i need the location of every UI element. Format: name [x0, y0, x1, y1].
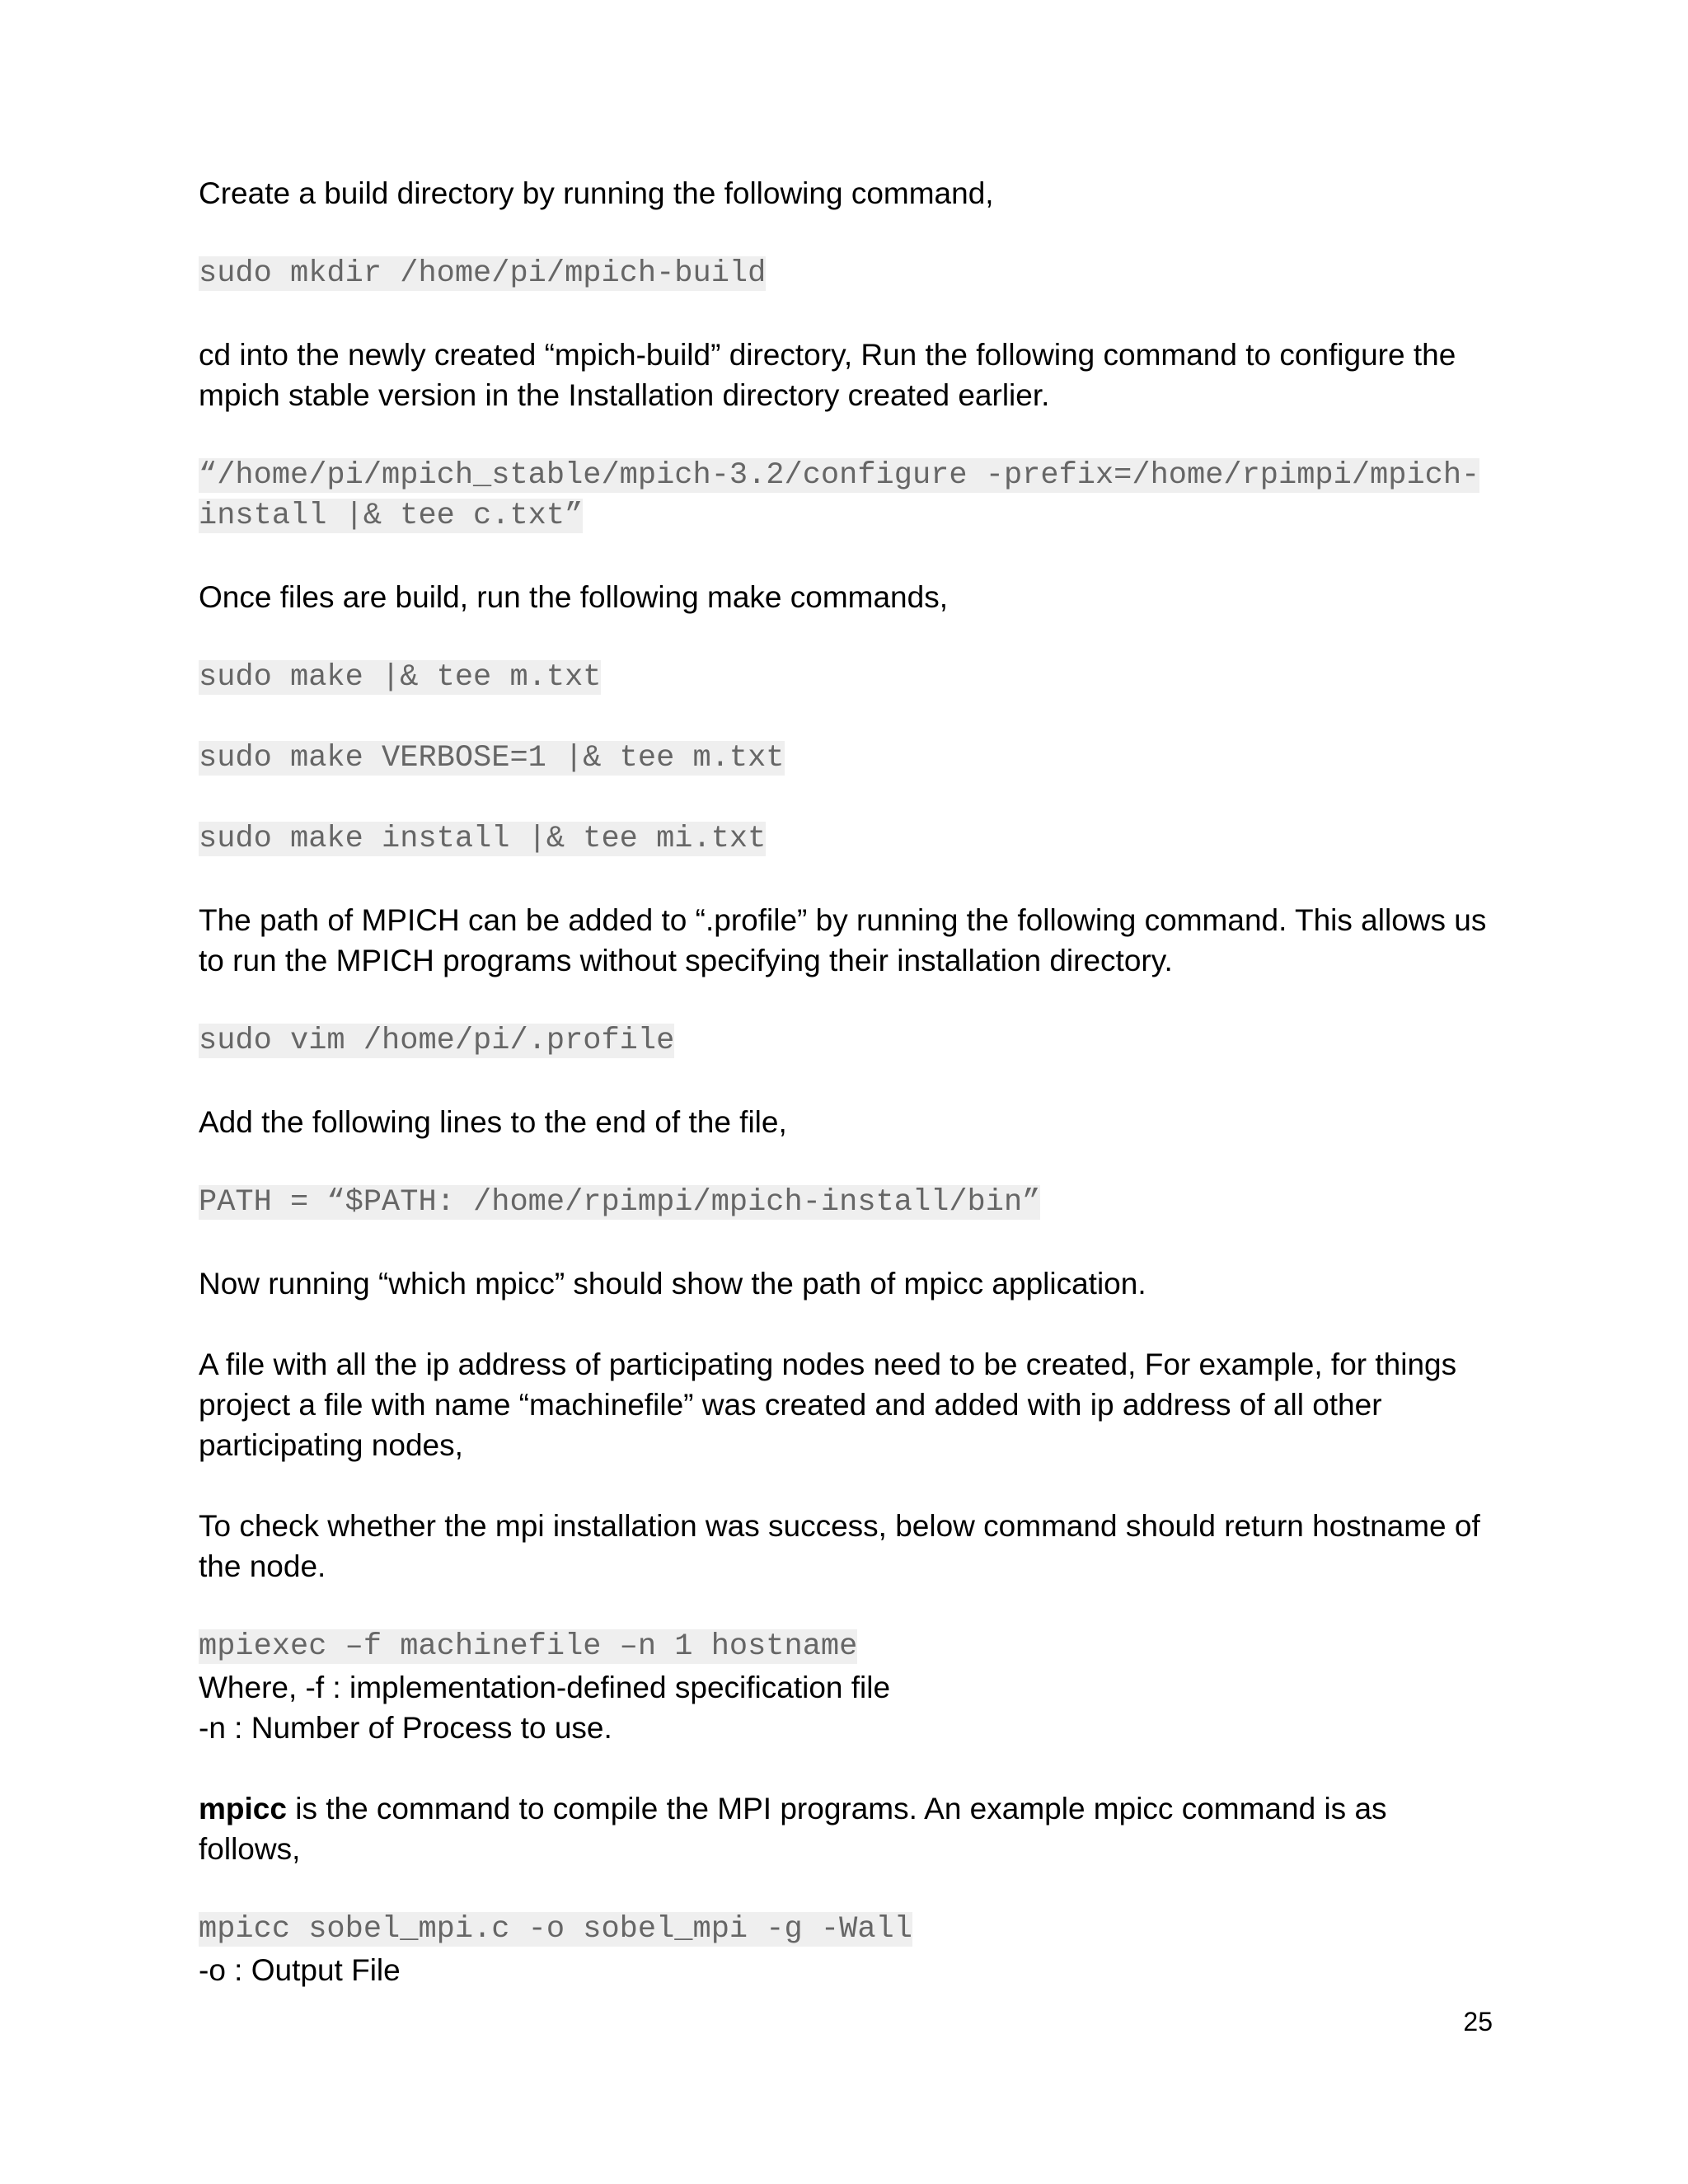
- paragraph-configure-intro: cd into the newly created “mpich-build” directory, Run the following command to configure the mpich stable version in the Installation directory created earlier.: [199, 338, 1456, 412]
- code-make-verbose-text: sudo make VERBOSE=1 |& tee m.txt: [199, 741, 785, 776]
- paragraph-mpicc-intro: [199, 1788, 1493, 1869]
- code-configure-text: “/home/pi/mpich_stable/mpich-3.2/configure -prefix=/home/rpimpi/mpich-install |& tee c.txt”: [199, 458, 1480, 533]
- mpicc-bold-term: mpicc: [199, 1792, 287, 1825]
- paragraph-n-option: -n : Number of Process to use.: [199, 1711, 612, 1745]
- code-path-line-text: PATH = “$PATH: /home/rpimpi/mpich-install/bin”: [199, 1185, 1041, 1220]
- paragraph-add-lines: Add the following lines to the end of the file,: [199, 1105, 787, 1139]
- code-vim-profile-text: sudo vim /home/pi/.profile: [199, 1024, 675, 1058]
- code-mkdir-text: sudo mkdir /home/pi/mpich-build: [199, 256, 767, 291]
- paragraph-profile-path: The path of MPICH can be added to “.profile” by running the following command. This allows us to run the MPICH programs without specifying their installation directory.: [199, 903, 1487, 977]
- code-mpicc: [199, 1910, 1493, 1950]
- code-make-text: sudo make |& tee m.txt: [199, 660, 602, 695]
- code-make-install: [199, 819, 1493, 860]
- paragraph-make-intro: Once files are build, run the following make commands,: [199, 580, 948, 614]
- code-mpiexec-text: mpiexec –f machinefile –n 1 hostname: [199, 1629, 858, 1664]
- code-path-line: [199, 1183, 1493, 1223]
- mpicc-intro-text: is the command to compile the MPI programs. An example mpicc command is as follows,: [199, 1792, 1387, 1866]
- code-vim-profile: [199, 1021, 1493, 1062]
- code-make-verbose: [199, 738, 1493, 779]
- paragraph-check-install: To check whether the mpi installation was success, below command should return hostname of the node.: [199, 1509, 1480, 1583]
- paragraph-machinefile: A file with all the ip address of participating nodes need to be created, For example, for things project a file with name “machinefile” was created and added with ip address of all other participating nodes,: [199, 1347, 1457, 1462]
- paragraph-f-option: Where, -f : implementation-defined specification file: [199, 1671, 891, 1704]
- code-make: [199, 658, 1493, 698]
- paragraph-build-directory: Create a build directory by running the following command,: [199, 176, 994, 210]
- page-content: [199, 173, 1493, 1990]
- page-number: 25: [1463, 2007, 1493, 2036]
- paragraph-which-mpicc: Now running “which mpicc” should show the path of mpicc application.: [199, 1267, 1146, 1301]
- code-mkdir: [199, 254, 1493, 294]
- code-mpiexec: [199, 1627, 1493, 1667]
- code-mpicc-text: mpicc sobel_mpi.c -o sobel_mpi -g -Wall: [199, 1912, 912, 1947]
- code-make-install-text: sudo make install |& tee mi.txt: [199, 822, 767, 856]
- paragraph-o-option: -o : Output File: [199, 1953, 401, 1987]
- code-configure: [199, 456, 1493, 537]
